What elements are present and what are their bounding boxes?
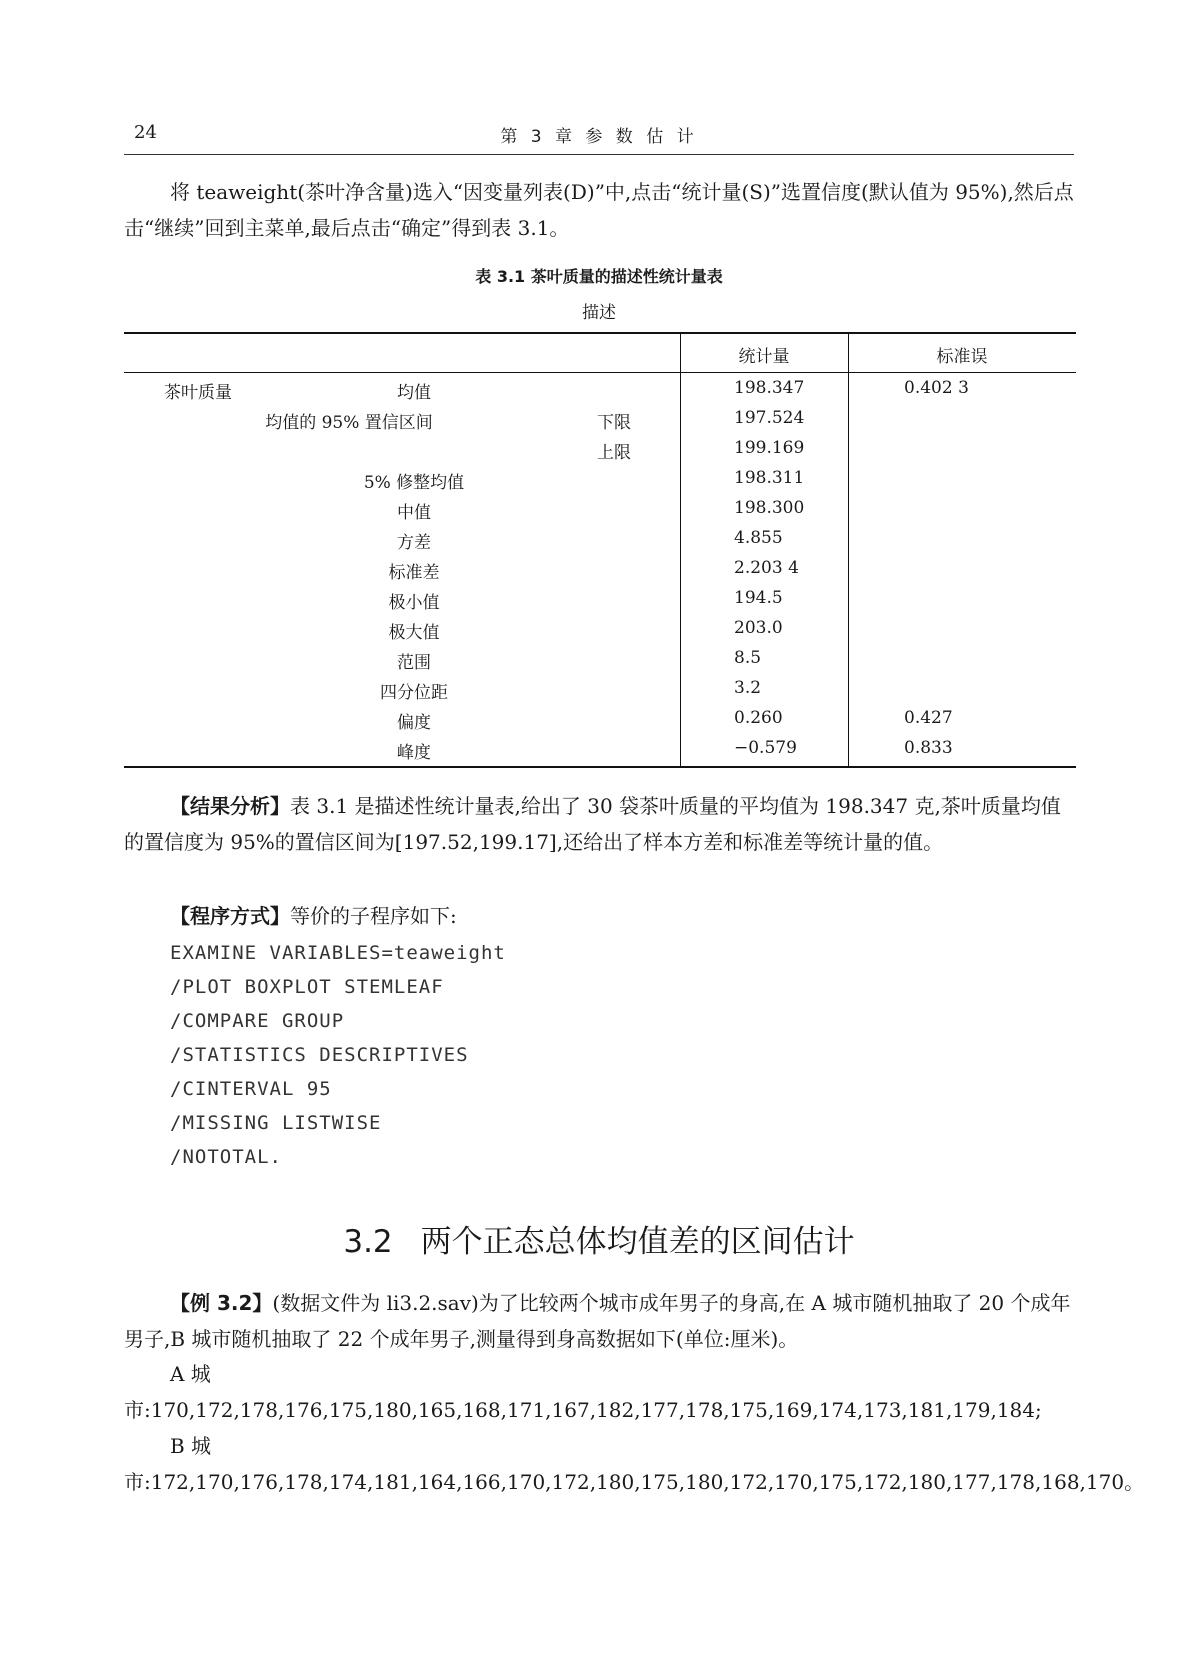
- code-line: /COMPARE GROUP: [170, 1010, 345, 1032]
- row-sublabel: 上限: [597, 443, 631, 463]
- table-row: [124, 558, 1076, 588]
- row-label: 四分位距: [380, 683, 448, 703]
- running-header: [124, 120, 1074, 155]
- section-heading: [124, 1216, 1074, 1261]
- row-label: 均值: [397, 383, 431, 403]
- section-number: 3.2: [343, 1224, 393, 1260]
- row-label: 极大值: [388, 623, 440, 643]
- statistic-value: 199.169: [734, 438, 805, 458]
- row-label: 极小值: [388, 593, 440, 613]
- program-paragraph: [124, 898, 1074, 934]
- result-paragraph: [124, 788, 1074, 860]
- city-b-data: B 城市:172,170,176,178,174,181,164,166,170,172,180,175,180,172,170,175,172,180,177,178,168,170。: [124, 1434, 1145, 1494]
- code-line: EXAMINE VARIABLES=teaweight: [170, 942, 506, 964]
- table-row: [124, 438, 1076, 468]
- statistic-value: 198.347: [734, 378, 805, 398]
- row-label: 范围: [397, 653, 431, 673]
- result-text: 表 3.1 是描述性统计量表,给出了 30 袋茶叶质量的平均值为 198.347 克,茶叶质量均值的置信度为 95%的置信区间为[197.52,199.17],还给出了样本方差和标准差等统计量的值。: [124, 794, 1061, 854]
- table-subtitle: 描述: [582, 303, 616, 323]
- table-row: [124, 738, 1076, 768]
- table-row: [124, 528, 1076, 558]
- intro-paragraph: 将 teaweight(茶叶净含量)选入“因变量列表(D)”中,点击“统计量(S)”选置信度(默认值为 95%),然后点击“继续”回到主菜单,最后点击“确定”得到表 3.1。: [124, 180, 1074, 240]
- table-row: [124, 378, 1076, 408]
- std-error-value: 0.427: [904, 708, 953, 728]
- example-paragraph: [124, 1285, 1074, 1357]
- example-label: 【例 3.2】: [170, 1291, 273, 1315]
- table-row: [124, 618, 1076, 648]
- program-label: 【程序方式】: [170, 904, 290, 928]
- header-rule: [124, 372, 1076, 373]
- table-row: [124, 408, 1076, 438]
- statistic-value: 203.0: [734, 618, 783, 638]
- statistic-value: 3.2: [734, 678, 762, 698]
- chapter-title: 第 3 章 参 数 估 计: [500, 127, 698, 147]
- table-row: [124, 498, 1076, 528]
- statistic-value: 198.311: [734, 468, 805, 488]
- statistic-value: −0.579: [734, 738, 797, 758]
- std-error-value: 0.402 3: [904, 378, 969, 398]
- row-label: 中值: [397, 503, 431, 523]
- page-number: 24: [134, 122, 157, 143]
- code-line: /MISSING LISTWISE: [170, 1112, 382, 1134]
- statistic-value: 194.5: [734, 588, 783, 608]
- row-label: 偏度: [397, 713, 431, 733]
- statistic-value: 198.300: [734, 498, 805, 518]
- header-std-error: 标准误: [936, 347, 988, 367]
- result-label: 【结果分析】: [170, 794, 290, 818]
- row-label: 峰度: [397, 743, 431, 763]
- row-label: 均值的 95% 置信区间: [265, 413, 433, 433]
- descriptives-table: [124, 332, 1076, 768]
- std-error-value: 0.833: [904, 738, 953, 758]
- table-caption: 表 3.1 茶叶质量的描述性统计量表: [475, 267, 723, 286]
- code-line: /PLOT BOXPLOT STEMLEAF: [170, 976, 444, 998]
- statistic-value: 4.855: [734, 528, 783, 548]
- example-text: (数据文件为 li3.2.sav)为了比较两个城市成年男子的身高,在 A 城市随机抽取了 20 个成年男子,B 城市随机抽取了 22 个成年男子,测量得到身高数据如下(单位:厘米)。: [124, 1291, 1071, 1351]
- table-row: [124, 708, 1076, 738]
- table-row: [124, 678, 1076, 708]
- table-row: [124, 588, 1076, 618]
- table-row: [124, 468, 1076, 498]
- header-statistic: 统计量: [738, 347, 790, 367]
- row-label: 5% 修整均值: [363, 473, 465, 493]
- code-line: /NOTOTAL.: [170, 1146, 282, 1168]
- row-sublabel: 下限: [597, 413, 631, 433]
- table-row: [124, 648, 1076, 678]
- statistic-value: 8.5: [734, 648, 762, 668]
- statistic-value: 2.203 4: [734, 558, 799, 578]
- row-label: 方差: [397, 533, 431, 553]
- section-title: 两个正态总体均值差的区间估计: [420, 1224, 855, 1260]
- program-text: 等价的子程序如下:: [290, 904, 457, 928]
- statistic-value: 197.524: [734, 408, 805, 428]
- city-a-data: A 城市:170,172,178,176,175,180,165,168,171,167,182,177,178,175,169,174,173,181,179,184;: [124, 1362, 1042, 1422]
- statistic-value: 0.260: [734, 708, 783, 728]
- row-label: 标准差: [388, 563, 440, 583]
- code-line: /STATISTICS DESCRIPTIVES: [170, 1044, 469, 1066]
- row-group-label: 茶叶质量: [164, 383, 232, 403]
- code-line: /CINTERVAL 95: [170, 1078, 332, 1100]
